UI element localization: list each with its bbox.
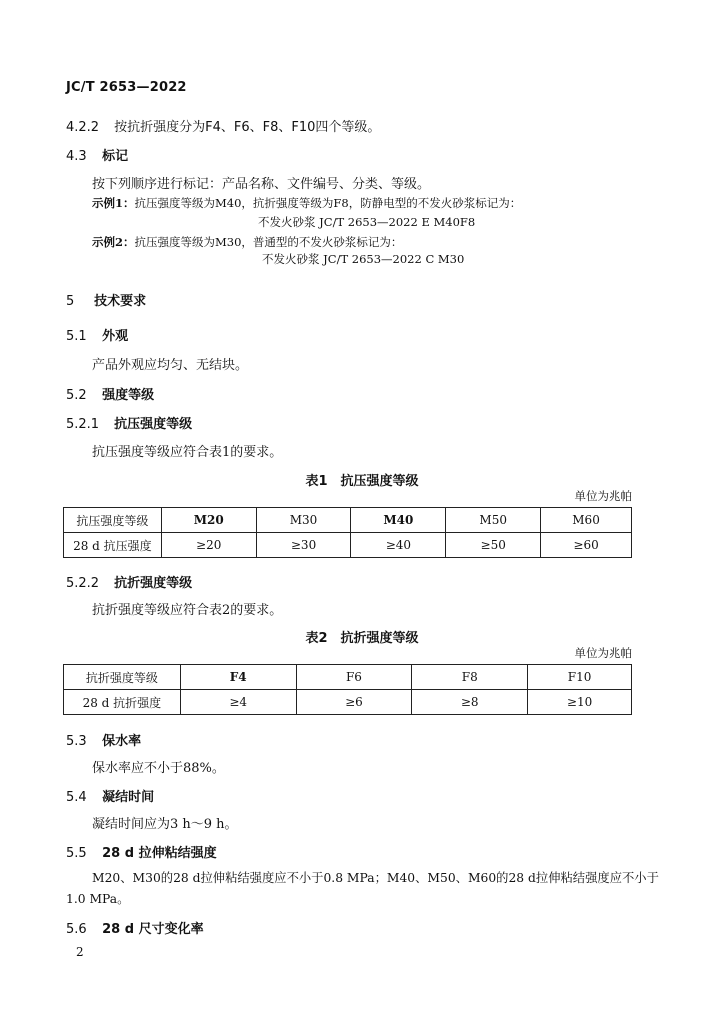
section-title: 凝结时间 <box>102 790 155 805</box>
table-cell: ≥20 <box>161 533 256 558</box>
table-cell: F4 <box>180 665 296 690</box>
section-number: 5.3 <box>66 734 87 749</box>
section-number: 5.2.1 <box>66 417 100 432</box>
example-2 <box>92 234 402 250</box>
table-cell: 抗压强度等级 <box>64 508 162 533</box>
table-cell: 28 d 抗折强度 <box>64 690 181 715</box>
table-header-row <box>64 665 632 690</box>
table-header-row <box>64 508 632 533</box>
table-cell: M30 <box>256 508 351 533</box>
example-label: 示例2： <box>92 235 135 249</box>
section-5-1 <box>66 325 128 344</box>
section-5-4 <box>66 786 154 805</box>
table-cell: ≥8 <box>412 690 528 715</box>
section-4-3 <box>66 145 128 164</box>
paragraph: 保水率应不小于88%。 <box>92 761 225 776</box>
table-cell: F6 <box>296 665 412 690</box>
section-number: 5.1 <box>66 329 87 344</box>
table-cell: ≥40 <box>351 533 446 558</box>
table-cell: M40 <box>351 508 446 533</box>
table-cell: F10 <box>528 665 632 690</box>
table-cell: ≥60 <box>541 533 632 558</box>
section-5-3 <box>66 730 141 749</box>
table-1-unit: 单位为兆帕 <box>574 489 632 503</box>
table-cell: M60 <box>541 508 632 533</box>
section-5-2 <box>66 384 154 403</box>
section-5-5 <box>66 842 217 861</box>
paragraph: 产品外观应均匀、无结块。 <box>92 358 249 373</box>
table-cell: ≥50 <box>446 533 541 558</box>
section-title: 强度等级 <box>102 388 155 403</box>
table-2-unit: 单位为兆帕 <box>574 646 632 660</box>
section-title: 外观 <box>102 329 129 344</box>
table-cell: ≥4 <box>180 690 296 715</box>
section-title: 标记 <box>102 149 129 164</box>
table-cell: 28 d 抗压强度 <box>64 533 162 558</box>
section-4-2-2 <box>66 116 380 135</box>
section-5-6 <box>66 918 204 937</box>
table-2 <box>63 664 632 715</box>
section-number: 5.4 <box>66 790 87 805</box>
section-number: 5.6 <box>66 922 87 937</box>
section-title: 技术要求 <box>94 294 147 309</box>
section-title: 保水率 <box>102 734 142 749</box>
section-number: 4.3 <box>66 149 87 164</box>
paragraph: 抗压强度等级应符合表1的要求。 <box>92 445 283 460</box>
table-cell: M50 <box>446 508 541 533</box>
document-header: JC/T 2653—2022 <box>66 80 187 95</box>
table-cell: 抗折强度等级 <box>64 665 181 690</box>
table-cell: ≥30 <box>256 533 351 558</box>
table-row <box>64 690 632 715</box>
example-text: 抗压强度等级为M30，普通型的不发火砂浆标记为： <box>134 235 403 249</box>
section-number: 5 <box>66 294 75 309</box>
example-1 <box>92 195 521 211</box>
section-title: 28 d 拉伸粘结强度 <box>102 846 217 861</box>
table-cell: M20 <box>161 508 256 533</box>
section-number: 5.2.2 <box>66 576 100 591</box>
paragraph-continued: 1.0 MPa。 <box>66 892 130 906</box>
example-1-mark: 不发火砂浆 JC/T 2653—2022 E M40F8 <box>258 215 476 229</box>
example-label: 示例1： <box>92 196 135 210</box>
section-number: 5.2 <box>66 388 87 403</box>
table-2-caption: 表2 抗折强度等级 <box>305 631 419 646</box>
section-title: 28 d 尺寸变化率 <box>102 922 204 937</box>
section-number: 4.2.2 <box>66 120 100 135</box>
section-title: 抗折强度等级 <box>114 576 193 591</box>
table-1 <box>63 507 632 558</box>
paragraph: 按下列顺序进行标记：产品名称、文件编号、分类、等级。 <box>92 177 431 192</box>
table-cell: F8 <box>412 665 528 690</box>
section-5-2-1 <box>66 413 192 432</box>
section-5-2-2 <box>66 572 192 591</box>
table-cell: ≥10 <box>528 690 632 715</box>
page-number: 2 <box>76 945 84 959</box>
example-text: 抗压强度等级为M40，抗折强度等级为F8，防静电型的不发火砂浆标记为： <box>134 196 522 210</box>
example-2-mark: 不发火砂浆 JC/T 2653—2022 C M30 <box>262 252 465 266</box>
table-cell: ≥6 <box>296 690 412 715</box>
section-text: 按抗折强度分为F4、F6、F8、F10四个等级。 <box>114 120 381 135</box>
paragraph: 抗折强度等级应符合表2的要求。 <box>92 603 283 618</box>
section-number: 5.5 <box>66 846 87 861</box>
paragraph: M20、M30的28 d拉伸粘结强度应不小于0.8 MPa；M40、M50、M60的28 d拉伸粘结强度应不小于 <box>92 871 659 885</box>
table-row <box>64 533 632 558</box>
paragraph: 凝结时间应为3 h～9 h。 <box>92 817 238 832</box>
section-title: 抗压强度等级 <box>114 417 193 432</box>
section-5 <box>66 290 146 309</box>
table-1-caption: 表1 抗压强度等级 <box>305 474 419 489</box>
